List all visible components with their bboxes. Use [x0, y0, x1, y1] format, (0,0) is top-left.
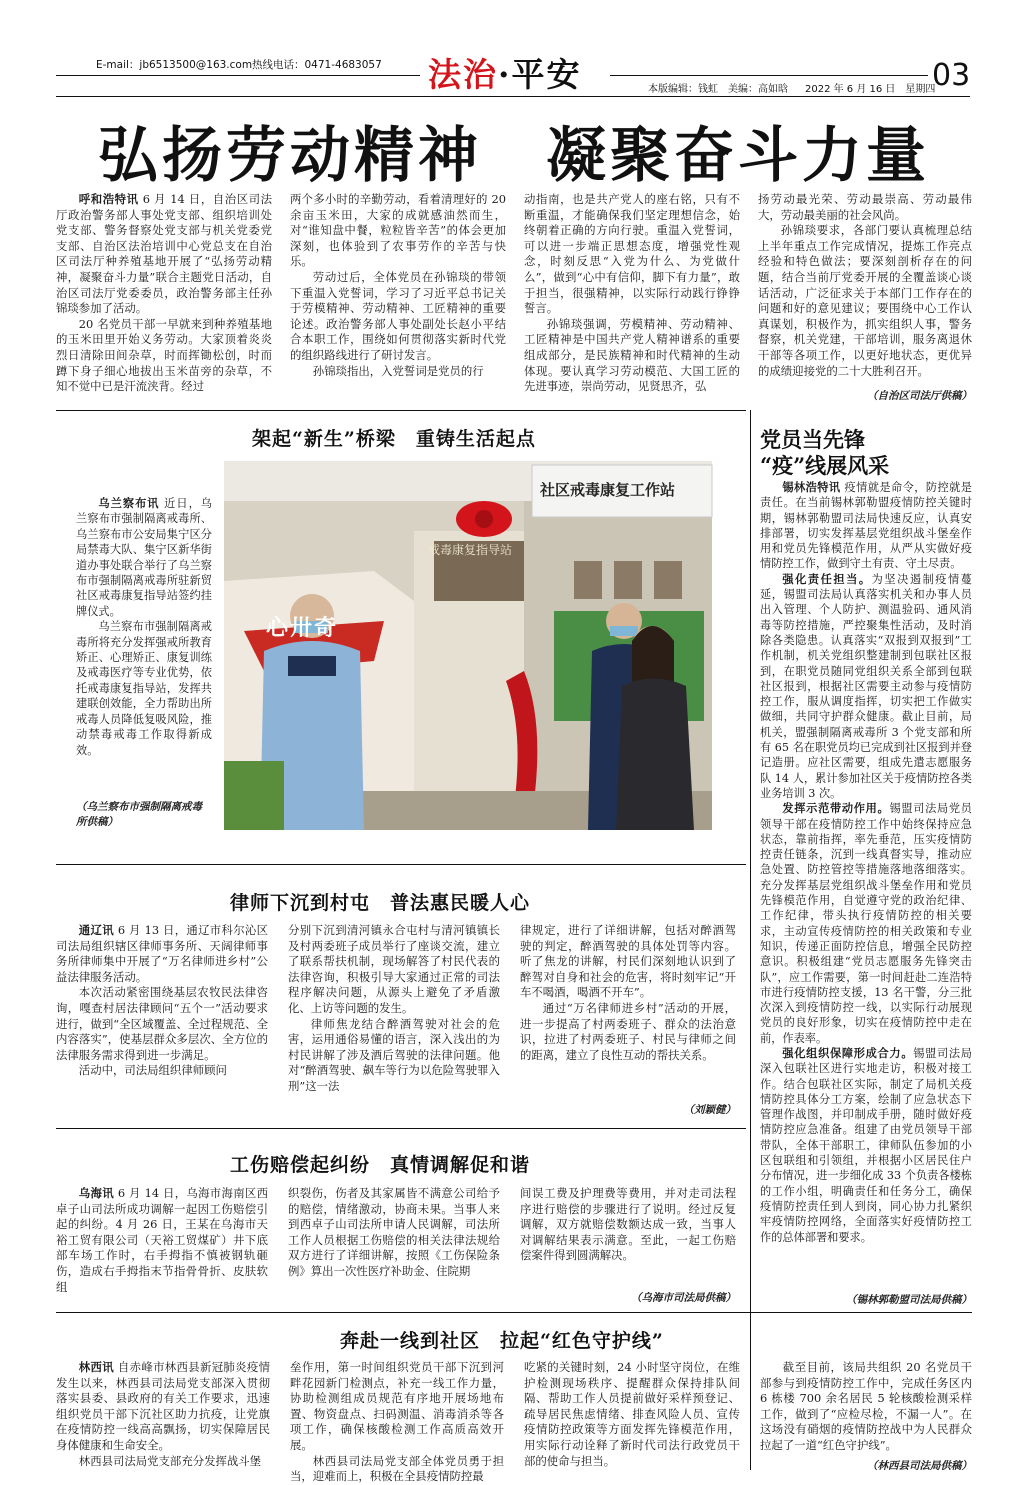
lawyer-bottom-rule [56, 1128, 746, 1129]
lead-article-col2 [290, 192, 506, 404]
paragraph: 分别下沉到清河镇永合屯村与清河镇镇长及村两委班子成员举行了座谈交流，建立了联系帮扶机制，现场解答了村民代表的法律咨询，积极引导大家通过正常的司法程序解决问题，从源头上避免了矛盾激化、上访等问题的发生。 [288, 923, 500, 1015]
lead-article-credit: （自治区司法厅供稿） [867, 390, 972, 402]
paragraph: 为坚决遏制疫情蔓延，锡盟司法局认真落实机关和办事人员出入管理、个人防护、测温验码、通风消毒等防控措施，严控聚集性活动，及时消除各类隐患。认真落实“双报到双报到”工作机制，机关党组织整建制到包联社区报到，在职党员随同党组织关系全部到包联社区报到，根据社区需要主动参与疫情防控工作，服从调度指挥，切实把工作做实做细，共同守护群众健康。截止目前，局机关，盟强制隔离戒毒所 3 个党支部和所有 65 名在职党员均已完成到社区报到并登记造册。应社区需要，组成先遣志愿服务队 14 人，累计参加社区关于疫情防控各类业务培训 3 次。 [760, 572, 972, 800]
paragraph: 近日，乌兰察布市强制隔离戒毒所、乌兰察布市公安局集宁区分局禁毒大队、集宁区新华街道办事处联合举行了乌兰察布市强制隔离戒毒所驻新贸社区戒毒康复指导站签约挂牌仪式。 [76, 497, 212, 618]
lead-bottom-rule [56, 410, 746, 411]
news-photo-ceremony [224, 461, 712, 830]
photo-wall-text: 心卅奇 [266, 615, 339, 641]
lawyer-article-credit: （刘颖健） [683, 1104, 736, 1116]
subheading: 发挥示范带动作用。 [782, 802, 890, 816]
bridge-article-text [76, 496, 212, 796]
paragraph: 活动中，司法局组织律师顾问 [78, 1063, 227, 1078]
dateline: 锡林浩特讯 [782, 481, 841, 494]
frontline-article-credit: （林西县司法局供稿） [867, 1460, 972, 1472]
paragraph: 通过“万名律师进乡村”活动的开展，进一步提高了村两委班子、群众的法治意识，拉进了村两委班子、村民与律师之间的距离，建立了良性互动的帮扶关系。 [520, 1000, 736, 1062]
subheading: 强化组织保障形成合力。 [782, 1046, 914, 1060]
photo-illustration [224, 461, 712, 830]
dateline: 呼和浩特讯 [78, 192, 139, 206]
masthead-email: E-mail：jb6513500@163.com [96, 59, 253, 71]
paragraph: 动指南，也是共产党人的座右铭，只有不断重温，才能确保我们坚定理想信念，始终朝着正确的方向行驶。重温入党誓词，可以进一步端正思想态度，增强党性观念，时刻反思“入党为什么、为党做什么”，做到“心中有信仰，脚下有力量”，敢于担当，很强精神，以实际行动践行铮铮誓言。 [524, 192, 740, 316]
vanguard-headline-line1: 党员当先锋 [760, 427, 865, 452]
paragraph: 6 月 14 日，乌海市海南区西卓子山司法所成功调解一起因工伤赔偿引起的纠纷。4 月 26 日，王某在乌海市天裕工贸有限公司（天裕工贸煤矿）井下底部车场工作时，右手拇指不慎被钢轨砸伤，造成右手拇指末节指骨骨折、皮肤软组 [56, 1186, 268, 1294]
paragraph: 织裂伤，伤者及其家属皆不满意公司给予的赔偿，情绪激动，协商未果。当事人来到西卓子山司法所申请人民调解，司法所工作人员根据工伤赔偿的相关法律法规给双方进行了详细讲解，按照《工伤保险条例》算出一次性医疗补助金、住院期 [288, 1186, 500, 1278]
paragraph: 扬劳动最光荣、劳动最崇高、劳动最伟大，劳动最美丽的社会风尚。 [758, 192, 972, 222]
paragraph: 孙锦琰强调，劳模精神、劳动精神、工匠精神是中国共产党人精神谱系的重要组成部分，是民族精神和时代精神的生动体现。要认真学习劳动模范、大国工匠的先进事迹，崇尚劳动，见贤思齐，弘 [524, 316, 740, 394]
section-title [428, 49, 582, 96]
paragraph: 疫情就是命令，防控就是责任。在当前锡林郭勒盟疫情防控关键时期，锡林郭勒盟司法局快速反应，认真安排部署，切实发挥基层党组织战斗堡垒作用和党员先锋模范作用，从严从实做好疫情防控工作，做到守土有责、守土尽责。 [760, 481, 972, 571]
paragraph: 垒作用，第一时间组织党员干部下沉到河畔花园新门检测点，补充一线工作力量，协助检测组成员规范有序地开展场地布置、物资盘点、扫码测温、消毒消杀等各项工作，确保核酸检测工作高质高效开展。 [290, 1360, 504, 1452]
paragraph: 20 名党员干部一早就来到种养殖基地的玉米田里开始义务劳动。大家顶着炎炎烈日清除田间杂草，时而挥锄松创，时而蹲下身子细心地拔出玉米苗旁的杂草，不知不觉中已是汗流浃背。经过 [56, 316, 272, 394]
paragraph: 孙锦琰指出，入党誓词是党员的行 [312, 363, 484, 378]
injury-article-col1 [56, 1186, 268, 1306]
lawyer-article-col2 [288, 923, 500, 1117]
frontline-article-col4 [760, 1360, 972, 1456]
subheading: 强化责任担当。 [782, 572, 872, 586]
dateline: 乌兰察布讯 [98, 497, 160, 510]
masthead-editors: 本版编辑：钱虹 美编：高如晗 [648, 84, 788, 95]
masthead-right-rule [610, 75, 928, 76]
injury-article-col2 [288, 1186, 500, 1306]
vanguard-headline-line2: “疫”线展风采 [760, 453, 890, 478]
paragraph: 林西县司法局党支部充分发挥战斗堡 [78, 1453, 262, 1468]
lead-article-col3 [524, 192, 740, 404]
lawyer-article-col1 [56, 923, 268, 1117]
paragraph: 自赤峰市林西县新冠肺炎疫情发生以来，林西县司法局党支部深入贯彻落实县委、县政府的有关工作要求，迅速组织党员干部下沉社区助力抗疫，让党旗在疫情防控一线高高飘扬，切实保障居民身体健康和生命安全。 [56, 1360, 270, 1452]
masthead-date: 2022 年 6 月 16 日 星期四 [805, 84, 936, 95]
dateline: 通辽讯 [78, 923, 114, 937]
paragraph: 6 月 13 日，通辽市科尔沁区司法局组织辖区律师事务所、天阔律师事务所律师集中开展了“万名律师进乡村”公益法律服务活动。 [56, 923, 268, 984]
photo-plaque-text: 戒毒康复指导站 [428, 543, 513, 557]
paragraph: 两个多小时的辛勤劳动，看着清理好的 20 余亩玉米田，大家的成就感油然而生，对“谁知盘中餐，粒粒皆辛苦”的体会更加深刻，也体验到了农事劳作的辛苦与快乐。 [290, 192, 506, 269]
masthead-hotline: 热线电话：0471-4683057 [252, 59, 382, 71]
paragraph: 锡盟司法局深入包联社区进行实地走访，积极对接工作。结合包联社区实际，制定了局机关疫情防控具体分工方案，绘制了应急状态下管理作战图，并印制成手册，随时做好疫情防控应急准备。组建了由党员领导干部带队，全体干部职工，律师队伍参加的小区包联组和引领组，并根据小区居民住户分布情况，进一步细化成 33 个负责各楼栋的工作小组，明确责任和任务分工，确保疫情防控责任到人到岗，同心协力扎紧织牢疫情防控网络，全面落实好疫情防控工作的总体部署和要求。 [760, 1046, 972, 1244]
paragraph: 截至目前，该局共组织 20 名党员干部参与到疫情防控工作中，完成任务区内 6 栋楼 700 余名居民 5 轮核酸检测采样工作，做到了“应检尽检，不漏一人”。在这场没有硝烟的疫情防控战中为人民群众拉起了一道“红色守护线”。 [760, 1360, 972, 1452]
photo-sign-text: 社区戒毒康复工作站 [540, 481, 676, 499]
right-column-divider [750, 410, 751, 1470]
injury-article-col3 [520, 1186, 736, 1286]
paragraph: 林西县司法局党支部全体党员勇于担当，迎难而上，积极在全县疫情防控最 [290, 1453, 504, 1484]
frontline-article-col3 [524, 1360, 740, 1472]
frontline-article-col2 [290, 1360, 504, 1484]
injury-bottom-rule [56, 1312, 972, 1313]
paragraph: 劳动过后，全体党员在孙锦琰的带领下重温入党誓词，学习了习近平总书记关于劳模精神、劳动精神、工匠精神的重要论述。政治警务部人事处副处长赵小平结合本职工作，围绕如何贯彻落实新时代党的组织路线进行了研讨发言。 [290, 269, 506, 362]
paragraph: 间误工费及护理费等费用，并对走司法程序进行赔偿的步骤进行了说明。经过反复调解，双方就赔偿数额达成一致，当事人对调解结果表示满意。至此，一起工伤赔偿案件得到圆满解决。 [520, 1186, 736, 1263]
vanguard-article-text [760, 480, 972, 1290]
bridge-headline: 架起“新生”桥梁 重铸生活起点 [252, 428, 536, 450]
injury-headline: 工伤赔偿起纠纷 真情调解促和谐 [230, 1154, 531, 1176]
lead-article-col4 [758, 192, 972, 384]
injury-article-credit: （乌海市司法局供稿） [631, 1292, 736, 1304]
paragraph: 6 月 14 日，自治区司法厅政治警务部人事处党支部、组织培训处党支部、警务督察处党支部与机关党委党支部、自治区法治培训中心党总支在自治区司法厅种养殖基地开展了“弘扬劳动精神，凝聚奋斗力量”联合主题党日活动，自治区司法厅党委委员，政治警务部主任孙锦琰参加了活动。 [56, 192, 272, 316]
section-title-dot: · [498, 55, 512, 94]
vanguard-article-credit: （锡林郭勒盟司法局供稿） [846, 1294, 972, 1306]
bridge-article-credit: （乌兰察布市强制隔离戒毒所供稿） [76, 801, 202, 828]
paragraph: 本次活动紧密围绕基层农牧民法律咨询，嘎查村居法律顾问“五个一”活动要求进行，做到“全区域覆盖、全过程规范、全内容落实”，使基层群众多层次、全方位的法律服务需求得到进一步满足。 [56, 985, 268, 1062]
lead-headline: 弘扬劳动精神 凝聚奋斗力量 [98, 121, 930, 191]
section-title-law: 法治 [428, 55, 498, 94]
paragraph: 吃紧的关键时刻，24 小时坚守岗位，在维护检测现场秩序、提醒群众保持排队间隔、帮助工作人员提前做好采样预登记、疏导居民焦虑情绪、排查风险人员、宣传疫情防控政策等方面发挥先锋模范作用，用实际行动诠释了新时代司法行政党员干部的使命与担当。 [524, 1360, 740, 1468]
paragraph: 孙锦琰要求，各部门要认真梳理总结上半年重点工作完成情况，提炼工作亮点经验和特色做法；要深刻剖析存在的问题，结合当前厅党委开展的全覆盖谈心谈话活动，广泛征求关于本部门工作存在的问题和好的意见建议；要围绕中心工作认真谋划，积极作为，抓实组织人事，警务督察，机关党建，干部培训，服务离退休干部等各项工作，以更好地状态，更优异的成绩迎接党的二十大胜利召开。 [758, 223, 972, 378]
lawyer-headline: 律师下沉到村屯 普法惠民暖人心 [230, 892, 531, 914]
section-title-safety: 平安 [511, 55, 582, 94]
bridge-bottom-rule [56, 864, 746, 865]
masthead-bottom-rule [56, 96, 970, 97]
lead-article-col1 [56, 192, 272, 404]
dateline: 乌海讯 [78, 1186, 114, 1200]
paragraph: 律师焦龙结合醉酒驾驶对社会的危害，运用通俗易懂的语言，深入浅出的为村民讲解了涉及酒后驾驶的法律问题。他对“醉酒驾驶、飙车等行为以危险驾驶罪入刑”这一法 [288, 1016, 500, 1093]
paragraph: 律规定，进行了详细讲解，包括对醉酒驾驶的判定，醉酒驾驶的具体处罚等内容。听了焦龙的讲解，村民们深刻地认识到了醉驾对自身和社会的危害，将时刻牢记“开车不喝酒，喝酒不开车”。 [520, 923, 736, 1000]
frontline-article-col1 [56, 1360, 270, 1472]
masthead-left-rule [56, 75, 420, 76]
lawyer-article-col3 [520, 923, 736, 1097]
page-number: 03 [932, 58, 971, 93]
frontline-headline: 奔赴一线到社区 拉起“红色守护线” [340, 1330, 664, 1352]
dateline: 林西讯 [78, 1360, 114, 1374]
paragraph: 锡盟司法局党员领导干部在疫情防控工作中始终保持应急状态，靠前指挥，率先垂范，压实疫情防控责任链条，沉到一线真督实导，推动应急处置、防控管控等措施落地落细落实。充分发挥基层党组织战斗堡垒作用和党员先锋模范作用，自觉遵守党的政治纪律、工作纪律，带头执行疫情防控的相关要求，主动宣传疫情防控的相关政策和专业知识，传递正面防控信息，增强全民防控意识。积极组建“党员志愿服务先锋突击队”，应工作需要，第一时间赶赴二连浩特市进行疫情防控支援，13 名干警，分三批次深入到疫情防控一线，以实际行动展现党员的良好形象，切实在疫情防控中走在前，作表率。 [760, 802, 972, 1045]
paragraph: 乌兰察布市强制隔离戒毒所将充分发挥强戒所教育矫正、心理矫正、康复训练及戒毒医疗等专业优势，依托戒毒康复指导站，发挥共建联创效能，全力帮助出所戒毒人员降低复吸风险，推动禁毒戒毒工作取得新成效。 [76, 620, 212, 757]
